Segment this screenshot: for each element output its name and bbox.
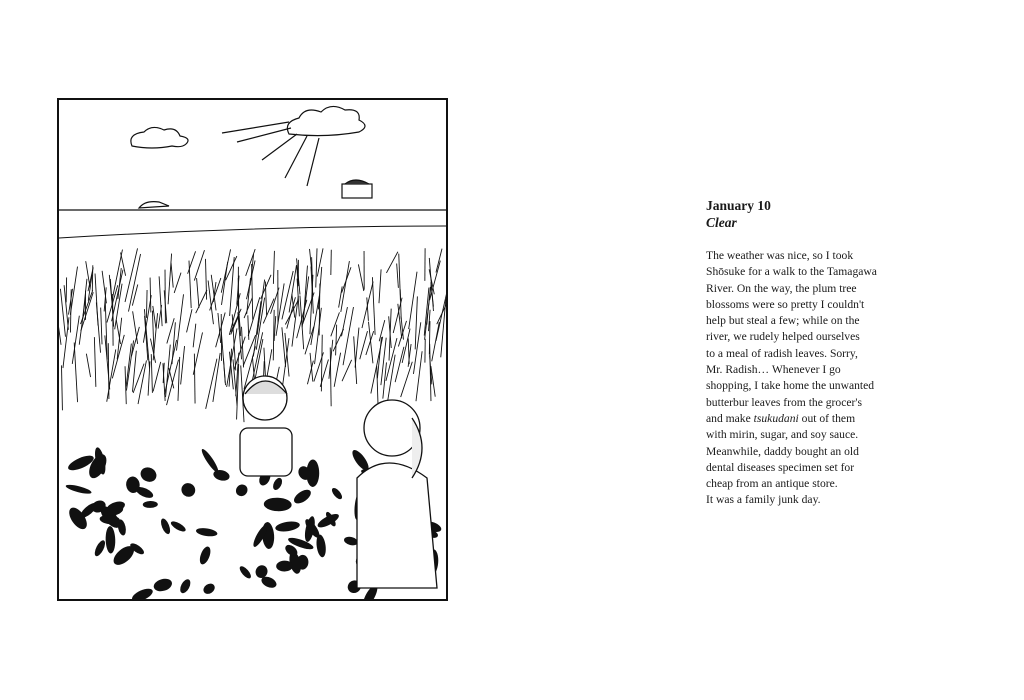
line-text: out of them bbox=[798, 411, 856, 425]
body-line bbox=[706, 411, 906, 427]
grass-blade bbox=[146, 290, 147, 318]
body-line: to a meal of radish leaves. Sorry, bbox=[706, 346, 858, 360]
body-line: River. On the way, the plum tree bbox=[706, 281, 857, 295]
body-line: dental diseases specimen set for bbox=[706, 460, 855, 474]
body-line: Mr. Radish… Whenever I go bbox=[706, 363, 841, 377]
body-line: butterbur leaves from the grocer's bbox=[706, 395, 862, 409]
body-line: shopping, I take home the unwanted bbox=[706, 379, 875, 393]
line-text: and make bbox=[706, 411, 754, 425]
body-line: It was a family junk day. bbox=[706, 493, 821, 507]
italic-term: tsukudani bbox=[753, 411, 799, 425]
body-line: The weather was nice, so I took bbox=[706, 249, 854, 262]
entry-body bbox=[706, 248, 906, 509]
diary-entry bbox=[706, 197, 906, 509]
body-line: blossoms were so pretty I couldn't bbox=[706, 297, 865, 311]
riverbank-illustration bbox=[57, 98, 448, 601]
entry-weather: Clear bbox=[706, 215, 737, 230]
body-line: help but steal a few; while on the bbox=[706, 314, 860, 328]
body-line: Meanwhile, daddy bought an old bbox=[706, 444, 859, 458]
body-line: river, we rudely helped ourselves bbox=[706, 330, 860, 344]
body-line: Shōsuke for a walk to the Tamagawa bbox=[706, 265, 877, 279]
body-line: with mirin, sugar, and soy sauce. bbox=[706, 428, 859, 442]
entry-date: January 10 bbox=[706, 198, 771, 213]
body-line: cheap from an antique store. bbox=[706, 477, 838, 491]
